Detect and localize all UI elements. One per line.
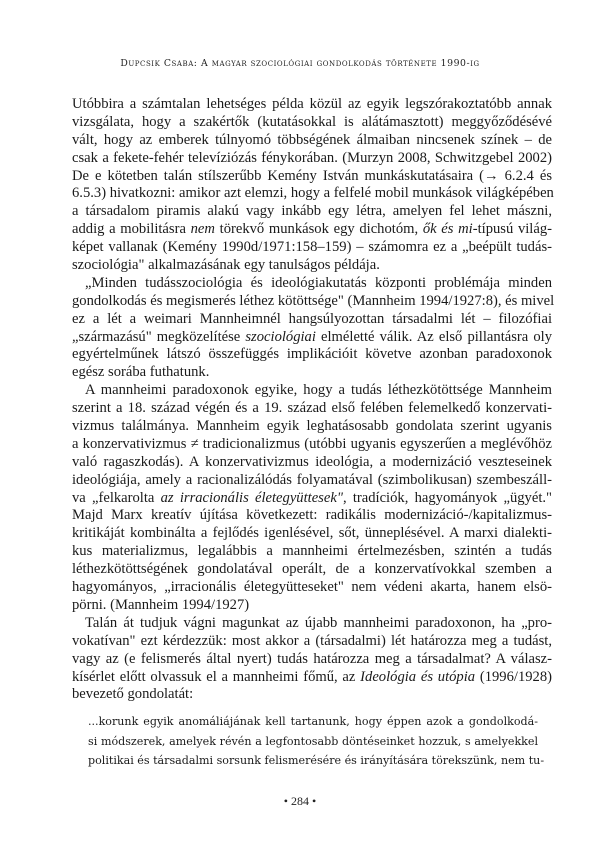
page-number: • 284 • xyxy=(283,794,317,808)
text-line: egyértelműnek látszó összefüggés implikációit követve azonban paradoxonok xyxy=(72,346,552,363)
text-line: csak a fekete-fehér televíziózás fénykorában. (Murzyn 2008, Schwitzgebel 2002) xyxy=(72,149,552,166)
text-run: addig a mobilitásra xyxy=(72,221,191,238)
text-line: egész sorába futhatunk. xyxy=(72,364,210,381)
text-line: ideológiája, amely a racionalizálódás folyamatával (szimbolikusan) szembeszáll- xyxy=(72,471,552,488)
quote-line: si módszerek, amelyek révén a legfontosabb döntéseinket hozzuk, s amelyekkel xyxy=(88,734,538,748)
text-line: kus materializmus, legalábbis a mannheimi értelmezésben, szintén a tudás xyxy=(72,543,552,560)
text-line: Majd Marx kreatív újítása következett: radikális modernizáció-/kapitalizmus- xyxy=(72,507,552,524)
text-run: törekvő munkások egy dichotóm, xyxy=(214,221,423,238)
text-line: vagy az (e felismerés által nyert) tudás határozza meg a társadalmat? A válasz- xyxy=(72,650,552,667)
text-line: Talán át tudjuk vágni magunkat az újabb mannheimi paradoxonon, ha „pro- xyxy=(85,614,552,631)
text-run: kísérlet előtt olvassuk el a mannheimi főmű, az xyxy=(72,668,361,685)
italic-text: ők és mi xyxy=(422,221,473,238)
text-line: hagyományos, „irracionális életegyütteseket" nem védeni akarta, hanem elsö- xyxy=(72,579,552,596)
text-line: vokatívan" ezt kérdezzük: most akkor a (társadalmi) lét határozza meg a tudást, xyxy=(72,632,552,649)
text-line: 6.5.3) hivatkozni: amikor azt elemzi, hogy a felfelé mobil munkások világképében xyxy=(72,185,554,202)
text-line xyxy=(72,669,552,687)
text-run: elméletté válik. Az első pillantásra oly xyxy=(315,328,552,345)
text-line: De e kötetben talán stílszerűbb Kemény István munkáskutatásaira (→ 6.2.4 és xyxy=(72,167,552,184)
text-line xyxy=(72,221,552,239)
text-line: léthezkötöttségének gondolatával operált, de a konzervatívokkal szemben a xyxy=(72,561,552,578)
quote-line: politikai és társadalmi sorsunk felismerésére és irányítására törekszünk, nem tu- xyxy=(88,754,545,768)
text-line xyxy=(72,329,552,347)
text-line xyxy=(72,490,552,508)
body-text xyxy=(72,96,555,704)
text-line: kritikáját kombinálta a fejlődés igenlésével, sőt, ünneplésével. A marxi dialekti- xyxy=(72,525,552,542)
italic-text: nem xyxy=(190,221,215,238)
text-line: képet vallanak (Kemény 1990d/1971:158–159) – számomra ez a „beépült tudás- xyxy=(72,239,552,256)
text-line: bevezető gondolatát: xyxy=(72,686,194,703)
text-line: szociológia" alkalmazásának egy tanulságos példája. xyxy=(72,257,380,274)
italic-text: szociológiai xyxy=(245,328,316,345)
text-line: a konzervativizmus ≠ tradicionalizmus (utóbbi ugyanis egyszerűen a meglévőhöz xyxy=(72,435,552,452)
text-line: szerint a 18. század végén és a 19. század első felében felemelkedő konzervati- xyxy=(72,400,552,417)
text-run: , tradíciók, hagyományok „ügyét." xyxy=(342,489,552,506)
italic-text: Ideológia és utópia xyxy=(360,668,476,685)
text-line: ez a lét a weimari Mannheimnél hangsúlyozottan társadalmi lét – filozófiai xyxy=(72,310,552,327)
running-head: Dupcsik Csaba: A magyar szociológiai gondolkodás története 1990-ig xyxy=(120,58,480,69)
text-line: a társadalom piramis alakú vagy inkább egy létra, amelyen fel lehet mászni, xyxy=(72,203,552,220)
text-line: gondolkodás és megismerés léthez kötöttsége" (Mannheim 1994/1927:8), és mivel xyxy=(72,292,555,309)
text-line: „Minden tudásszociológia és ideológiakutatás központi problémája minden xyxy=(85,274,552,291)
text-line: A mannheimi paradoxonok egyike, hogy a tudás léthezkötöttsége Mannheim xyxy=(85,382,552,399)
block-quote xyxy=(88,712,545,771)
quote-line: ...korunk egyik anomáliájának kell tartanunk, hogy éppen azok a gondolkodá- xyxy=(88,715,538,728)
text-line: vált, hogy az emberek túlnyomó többségének álmaiban nincsenek színek – de xyxy=(72,131,552,148)
text-run: va „felkarolta xyxy=(72,489,161,506)
text-line: vizsgálata, hogy a szakértők (kutatásokkal is alátámasztott) meggyőződésévé xyxy=(72,113,552,130)
text-run: -típusú világ- xyxy=(472,221,552,238)
text-line: Utóbbira a számtalan lehetséges példa közül az egyik legszórakoztatóbb annak xyxy=(72,96,552,112)
text-run: „származású" megközelítése xyxy=(72,328,246,345)
text-line: való ragaszkodás). A konzervativizmus ideológia, a modernizáció veszteseinek xyxy=(72,453,552,470)
text-line: vizmus találmánya. Mannheim egyik leghatásosabb gondolata szerint ugyanis xyxy=(72,418,552,435)
text-run: (1996/1928) xyxy=(475,668,552,685)
italic-text: az irracionális életegyüttesek" xyxy=(160,489,343,506)
text-line: pörni. (Mannheim 1994/1927) xyxy=(72,596,250,613)
